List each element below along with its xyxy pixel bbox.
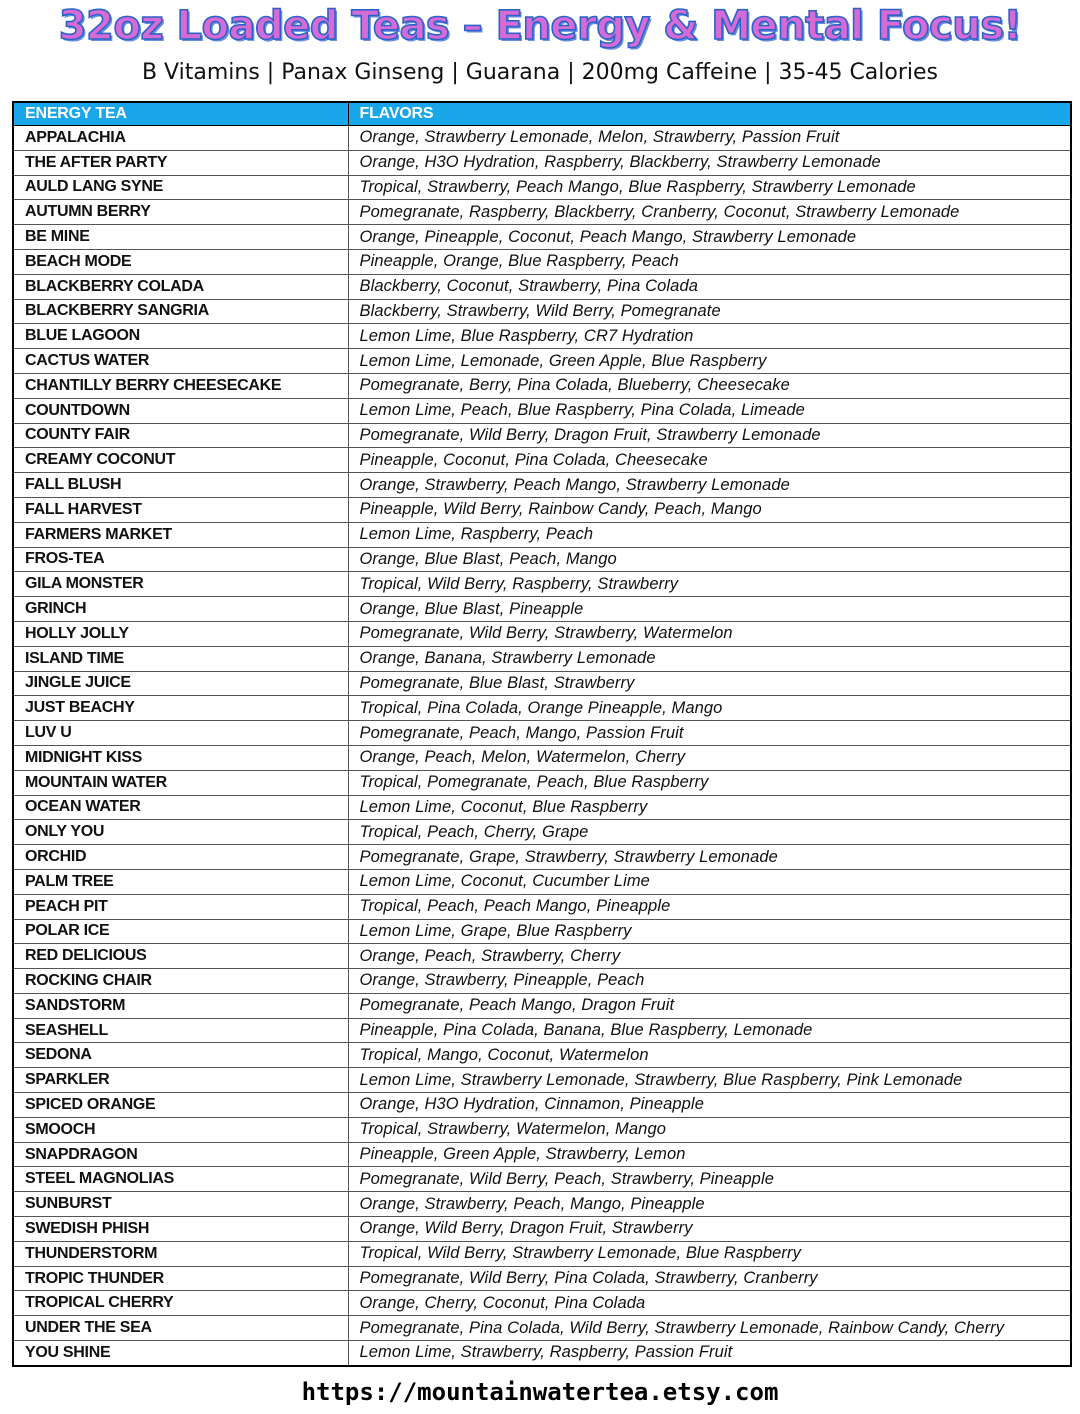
tea-flavors-cell: Lemon Lime, Coconut, Cucumber Lime — [348, 869, 1071, 894]
tea-flavors-cell: Tropical, Wild Berry, Strawberry Lemonade, Blue Raspberry — [348, 1241, 1071, 1266]
table-row — [13, 1142, 1071, 1167]
tea-flavors-cell: Pomegranate, Wild Berry, Strawberry, Watermelon — [348, 621, 1071, 646]
tea-flavors-cell: Tropical, Strawberry, Watermelon, Mango — [348, 1117, 1071, 1142]
tea-name-cell: THE AFTER PARTY — [13, 150, 348, 175]
tea-flavors-cell: Tropical, Mango, Coconut, Watermelon — [348, 1043, 1071, 1068]
table-row — [13, 993, 1071, 1018]
table-row — [13, 671, 1071, 696]
table-row — [13, 745, 1071, 770]
tea-name-cell: FALL BLUSH — [13, 473, 348, 498]
tea-flavors-cell: Pomegranate, Peach Mango, Dragon Fruit — [348, 993, 1071, 1018]
tea-name-cell: SEDONA — [13, 1043, 348, 1068]
tea-flavors-cell: Lemon Lime, Lemonade, Green Apple, Blue Raspberry — [348, 349, 1071, 374]
tea-flavors-cell: Tropical, Peach, Peach Mango, Pineapple — [348, 894, 1071, 919]
table-row — [13, 1241, 1071, 1266]
tea-flavors-cell: Orange, Peach, Melon, Watermelon, Cherry — [348, 745, 1071, 770]
tea-flavors-cell: Blackberry, Coconut, Strawberry, Pina Colada — [348, 274, 1071, 299]
table-row — [13, 1093, 1071, 1118]
tea-name-cell: GRINCH — [13, 597, 348, 622]
table-row — [13, 1217, 1071, 1242]
tea-name-cell: ROCKING CHAIR — [13, 969, 348, 994]
tea-name-cell: ORCHID — [13, 845, 348, 870]
table-row — [13, 1043, 1071, 1068]
table-row — [13, 324, 1071, 349]
column-header-energy-tea: ENERGY TEA — [13, 102, 348, 126]
table-row — [13, 249, 1071, 274]
tea-name-cell: FALL HARVEST — [13, 497, 348, 522]
table-row — [13, 126, 1071, 151]
table-row — [13, 547, 1071, 572]
tea-name-cell: TROPIC THUNDER — [13, 1266, 348, 1291]
table-header-row — [13, 102, 1071, 126]
tea-flavors-cell: Pomegranate, Wild Berry, Pina Colada, Strawberry, Cranberry — [348, 1266, 1071, 1291]
table-row — [13, 423, 1071, 448]
tea-flavors-cell: Pineapple, Coconut, Pina Colada, Cheesecake — [348, 448, 1071, 473]
table-row — [13, 349, 1071, 374]
tea-flavors-cell: Orange, Peach, Strawberry, Cherry — [348, 944, 1071, 969]
table-row — [13, 1192, 1071, 1217]
tea-name-cell: RED DELICIOUS — [13, 944, 348, 969]
tea-name-cell: BLUE LAGOON — [13, 324, 348, 349]
tea-name-cell: UNDER THE SEA — [13, 1316, 348, 1341]
tea-name-cell: BLACKBERRY SANGRIA — [13, 299, 348, 324]
tea-name-cell: MOUNTAIN WATER — [13, 770, 348, 795]
table-row — [13, 696, 1071, 721]
tea-name-cell: BEACH MODE — [13, 249, 348, 274]
table-row — [13, 597, 1071, 622]
table-row — [13, 894, 1071, 919]
footer-url: https://mountainwatertea.etsy.com — [301, 1378, 779, 1406]
table-row — [13, 398, 1071, 423]
tea-flavors-cell: Orange, Cherry, Coconut, Pina Colada — [348, 1291, 1071, 1316]
tea-name-cell: STEEL MAGNOLIAS — [13, 1167, 348, 1192]
tea-name-cell: ONLY YOU — [13, 820, 348, 845]
tea-flavors-cell: Orange, Strawberry, Peach, Mango, Pineapple — [348, 1192, 1071, 1217]
tea-name-cell: BE MINE — [13, 225, 348, 250]
tea-flavors-cell: Lemon Lime, Peach, Blue Raspberry, Pina Colada, Limeade — [348, 398, 1071, 423]
tea-flavors-cell: Pomegranate, Wild Berry, Dragon Fruit, Strawberry Lemonade — [348, 423, 1071, 448]
tea-flavors-cell: Orange, Pineapple, Coconut, Peach Mango, Strawberry Lemonade — [348, 225, 1071, 250]
tea-name-cell: PEACH PIT — [13, 894, 348, 919]
column-header-flavors: FLAVORS — [348, 102, 1071, 126]
tea-name-cell: JINGLE JUICE — [13, 671, 348, 696]
table-row — [13, 770, 1071, 795]
tea-name-cell: ISLAND TIME — [13, 646, 348, 671]
table-row — [13, 1341, 1071, 1366]
table-row — [13, 150, 1071, 175]
table-row — [13, 845, 1071, 870]
table-row — [13, 1018, 1071, 1043]
tea-flavors-cell: Pomegranate, Berry, Pina Colada, Blueberry, Cheesecake — [348, 373, 1071, 398]
tea-flavors-cell: Tropical, Peach, Cherry, Grape — [348, 820, 1071, 845]
tea-name-cell: THUNDERSTORM — [13, 1241, 348, 1266]
table-row — [13, 497, 1071, 522]
tea-name-cell: TROPICAL CHERRY — [13, 1291, 348, 1316]
table-row — [13, 373, 1071, 398]
tea-name-cell: APPALACHIA — [13, 126, 348, 151]
tea-flavors-cell: Orange, H3O Hydration, Raspberry, Blackberry, Strawberry Lemonade — [348, 150, 1071, 175]
table-row — [13, 820, 1071, 845]
tea-flavors-cell: Pomegranate, Pina Colada, Wild Berry, Strawberry Lemonade, Rainbow Candy, Cherry — [348, 1316, 1071, 1341]
tea-flavors-cell: Pomegranate, Wild Berry, Peach, Strawberry, Pineapple — [348, 1167, 1071, 1192]
tea-name-cell: GILA MONSTER — [13, 572, 348, 597]
table-row — [13, 200, 1071, 225]
tea-flavors-cell: Tropical, Strawberry, Peach Mango, Blue Raspberry, Strawberry Lemonade — [348, 175, 1071, 200]
table-row — [13, 646, 1071, 671]
tea-flavors-cell: Lemon Lime, Strawberry Lemonade, Strawberry, Blue Raspberry, Pink Lemonade — [348, 1068, 1071, 1093]
tea-name-cell: SWEDISH PHISH — [13, 1217, 348, 1242]
tea-name-cell: SEASHELL — [13, 1018, 348, 1043]
tea-flavors-cell: Orange, Blue Blast, Peach, Mango — [348, 547, 1071, 572]
table-row — [13, 1167, 1071, 1192]
tea-flavors-cell: Lemon Lime, Blue Raspberry, CR7 Hydration — [348, 324, 1071, 349]
tea-name-cell: SPARKLER — [13, 1068, 348, 1093]
tea-flavors-cell: Orange, Blue Blast, Pineapple — [348, 597, 1071, 622]
tea-flavors-cell: Tropical, Pina Colada, Orange Pineapple, Mango — [348, 696, 1071, 721]
table-row — [13, 969, 1071, 994]
tea-flavors-cell: Lemon Lime, Strawberry, Raspberry, Passion Fruit — [348, 1341, 1071, 1366]
tea-name-cell: SUNBURST — [13, 1192, 348, 1217]
tea-name-cell: MIDNIGHT KISS — [13, 745, 348, 770]
tea-name-cell: HOLLY JOLLY — [13, 621, 348, 646]
tea-name-cell: SANDSTORM — [13, 993, 348, 1018]
tea-name-cell: COUNTDOWN — [13, 398, 348, 423]
table-row — [13, 1266, 1071, 1291]
tea-name-cell: COUNTY FAIR — [13, 423, 348, 448]
page-title: 32oz Loaded Teas – Energy & Mental Focus! — [58, 3, 1022, 49]
tea-name-cell: PALM TREE — [13, 869, 348, 894]
tea-flavors-cell: Orange, Banana, Strawberry Lemonade — [348, 646, 1071, 671]
table-row — [13, 919, 1071, 944]
tea-flavors-cell: Orange, Wild Berry, Dragon Fruit, Strawberry — [348, 1217, 1071, 1242]
tea-name-cell: FROS-TEA — [13, 547, 348, 572]
table-row — [13, 1316, 1071, 1341]
tea-name-cell: YOU SHINE — [13, 1341, 348, 1366]
tea-name-cell: AUTUMN BERRY — [13, 200, 348, 225]
tea-name-cell: CHANTILLY BERRY CHEESECAKE — [13, 373, 348, 398]
tea-name-cell: POLAR ICE — [13, 919, 348, 944]
tea-flavors-cell: Pineapple, Wild Berry, Rainbow Candy, Peach, Mango — [348, 497, 1071, 522]
table-row — [13, 621, 1071, 646]
table-row — [13, 1117, 1071, 1142]
tea-flavors-cell: Orange, Strawberry, Pineapple, Peach — [348, 969, 1071, 994]
table-row — [13, 274, 1071, 299]
table-row — [13, 175, 1071, 200]
tea-flavors-cell: Lemon Lime, Raspberry, Peach — [348, 522, 1071, 547]
table-row — [13, 721, 1071, 746]
tea-name-cell: LUV U — [13, 721, 348, 746]
tea-flavors-cell: Pineapple, Green Apple, Strawberry, Lemon — [348, 1142, 1071, 1167]
tea-flavors-cell: Tropical, Wild Berry, Raspberry, Strawberry — [348, 572, 1071, 597]
tea-flavors-cell: Orange, Strawberry, Peach Mango, Strawberry Lemonade — [348, 473, 1071, 498]
page-subtitle: B Vitamins | Panax Ginseng | Guarana | 200mg Caffeine | 35-45 Calories — [141, 60, 939, 85]
table-body — [13, 126, 1071, 1366]
table-row — [13, 299, 1071, 324]
table-row — [13, 225, 1071, 250]
tea-flavors-cell: Pomegranate, Raspberry, Blackberry, Cranberry, Coconut, Strawberry Lemonade — [348, 200, 1071, 225]
tea-flavors-cell: Blackberry, Strawberry, Wild Berry, Pomegranate — [348, 299, 1071, 324]
tea-name-cell: AULD LANG SYNE — [13, 175, 348, 200]
tea-flavors-cell: Lemon Lime, Coconut, Blue Raspberry — [348, 795, 1071, 820]
table-row — [13, 473, 1071, 498]
tea-name-cell: CACTUS WATER — [13, 349, 348, 374]
tea-flavors-cell: Pomegranate, Peach, Mango, Passion Fruit — [348, 721, 1071, 746]
tea-flavors-cell: Pineapple, Orange, Blue Raspberry, Peach — [348, 249, 1071, 274]
tea-flavors-cell: Orange, H3O Hydration, Cinnamon, Pineapple — [348, 1093, 1071, 1118]
tea-name-cell: SNAPDRAGON — [13, 1142, 348, 1167]
table-row — [13, 1291, 1071, 1316]
tea-flavors-cell: Tropical, Pomegranate, Peach, Blue Raspberry — [348, 770, 1071, 795]
table-row — [13, 869, 1071, 894]
tea-name-cell: CREAMY COCONUT — [13, 448, 348, 473]
table-row — [13, 572, 1071, 597]
tea-flavors-cell: Orange, Strawberry Lemonade, Melon, Strawberry, Passion Fruit — [348, 126, 1071, 151]
tea-name-cell: SPICED ORANGE — [13, 1093, 348, 1118]
tea-name-cell: BLACKBERRY COLADA — [13, 274, 348, 299]
energy-tea-table — [12, 101, 1072, 1367]
tea-name-cell: FARMERS MARKET — [13, 522, 348, 547]
tea-flavors-cell: Pomegranate, Grape, Strawberry, Strawberry Lemonade — [348, 845, 1071, 870]
tea-name-cell: SMOOCH — [13, 1117, 348, 1142]
table-row — [13, 522, 1071, 547]
table-row — [13, 448, 1071, 473]
table-row — [13, 795, 1071, 820]
table-row — [13, 1068, 1071, 1093]
tea-flavors-cell: Lemon Lime, Grape, Blue Raspberry — [348, 919, 1071, 944]
tea-flavors-cell: Pomegranate, Blue Blast, Strawberry — [348, 671, 1071, 696]
tea-name-cell: OCEAN WATER — [13, 795, 348, 820]
tea-name-cell: JUST BEACHY — [13, 696, 348, 721]
table-row — [13, 944, 1071, 969]
tea-flavors-cell: Pineapple, Pina Colada, Banana, Blue Raspberry, Lemonade — [348, 1018, 1071, 1043]
